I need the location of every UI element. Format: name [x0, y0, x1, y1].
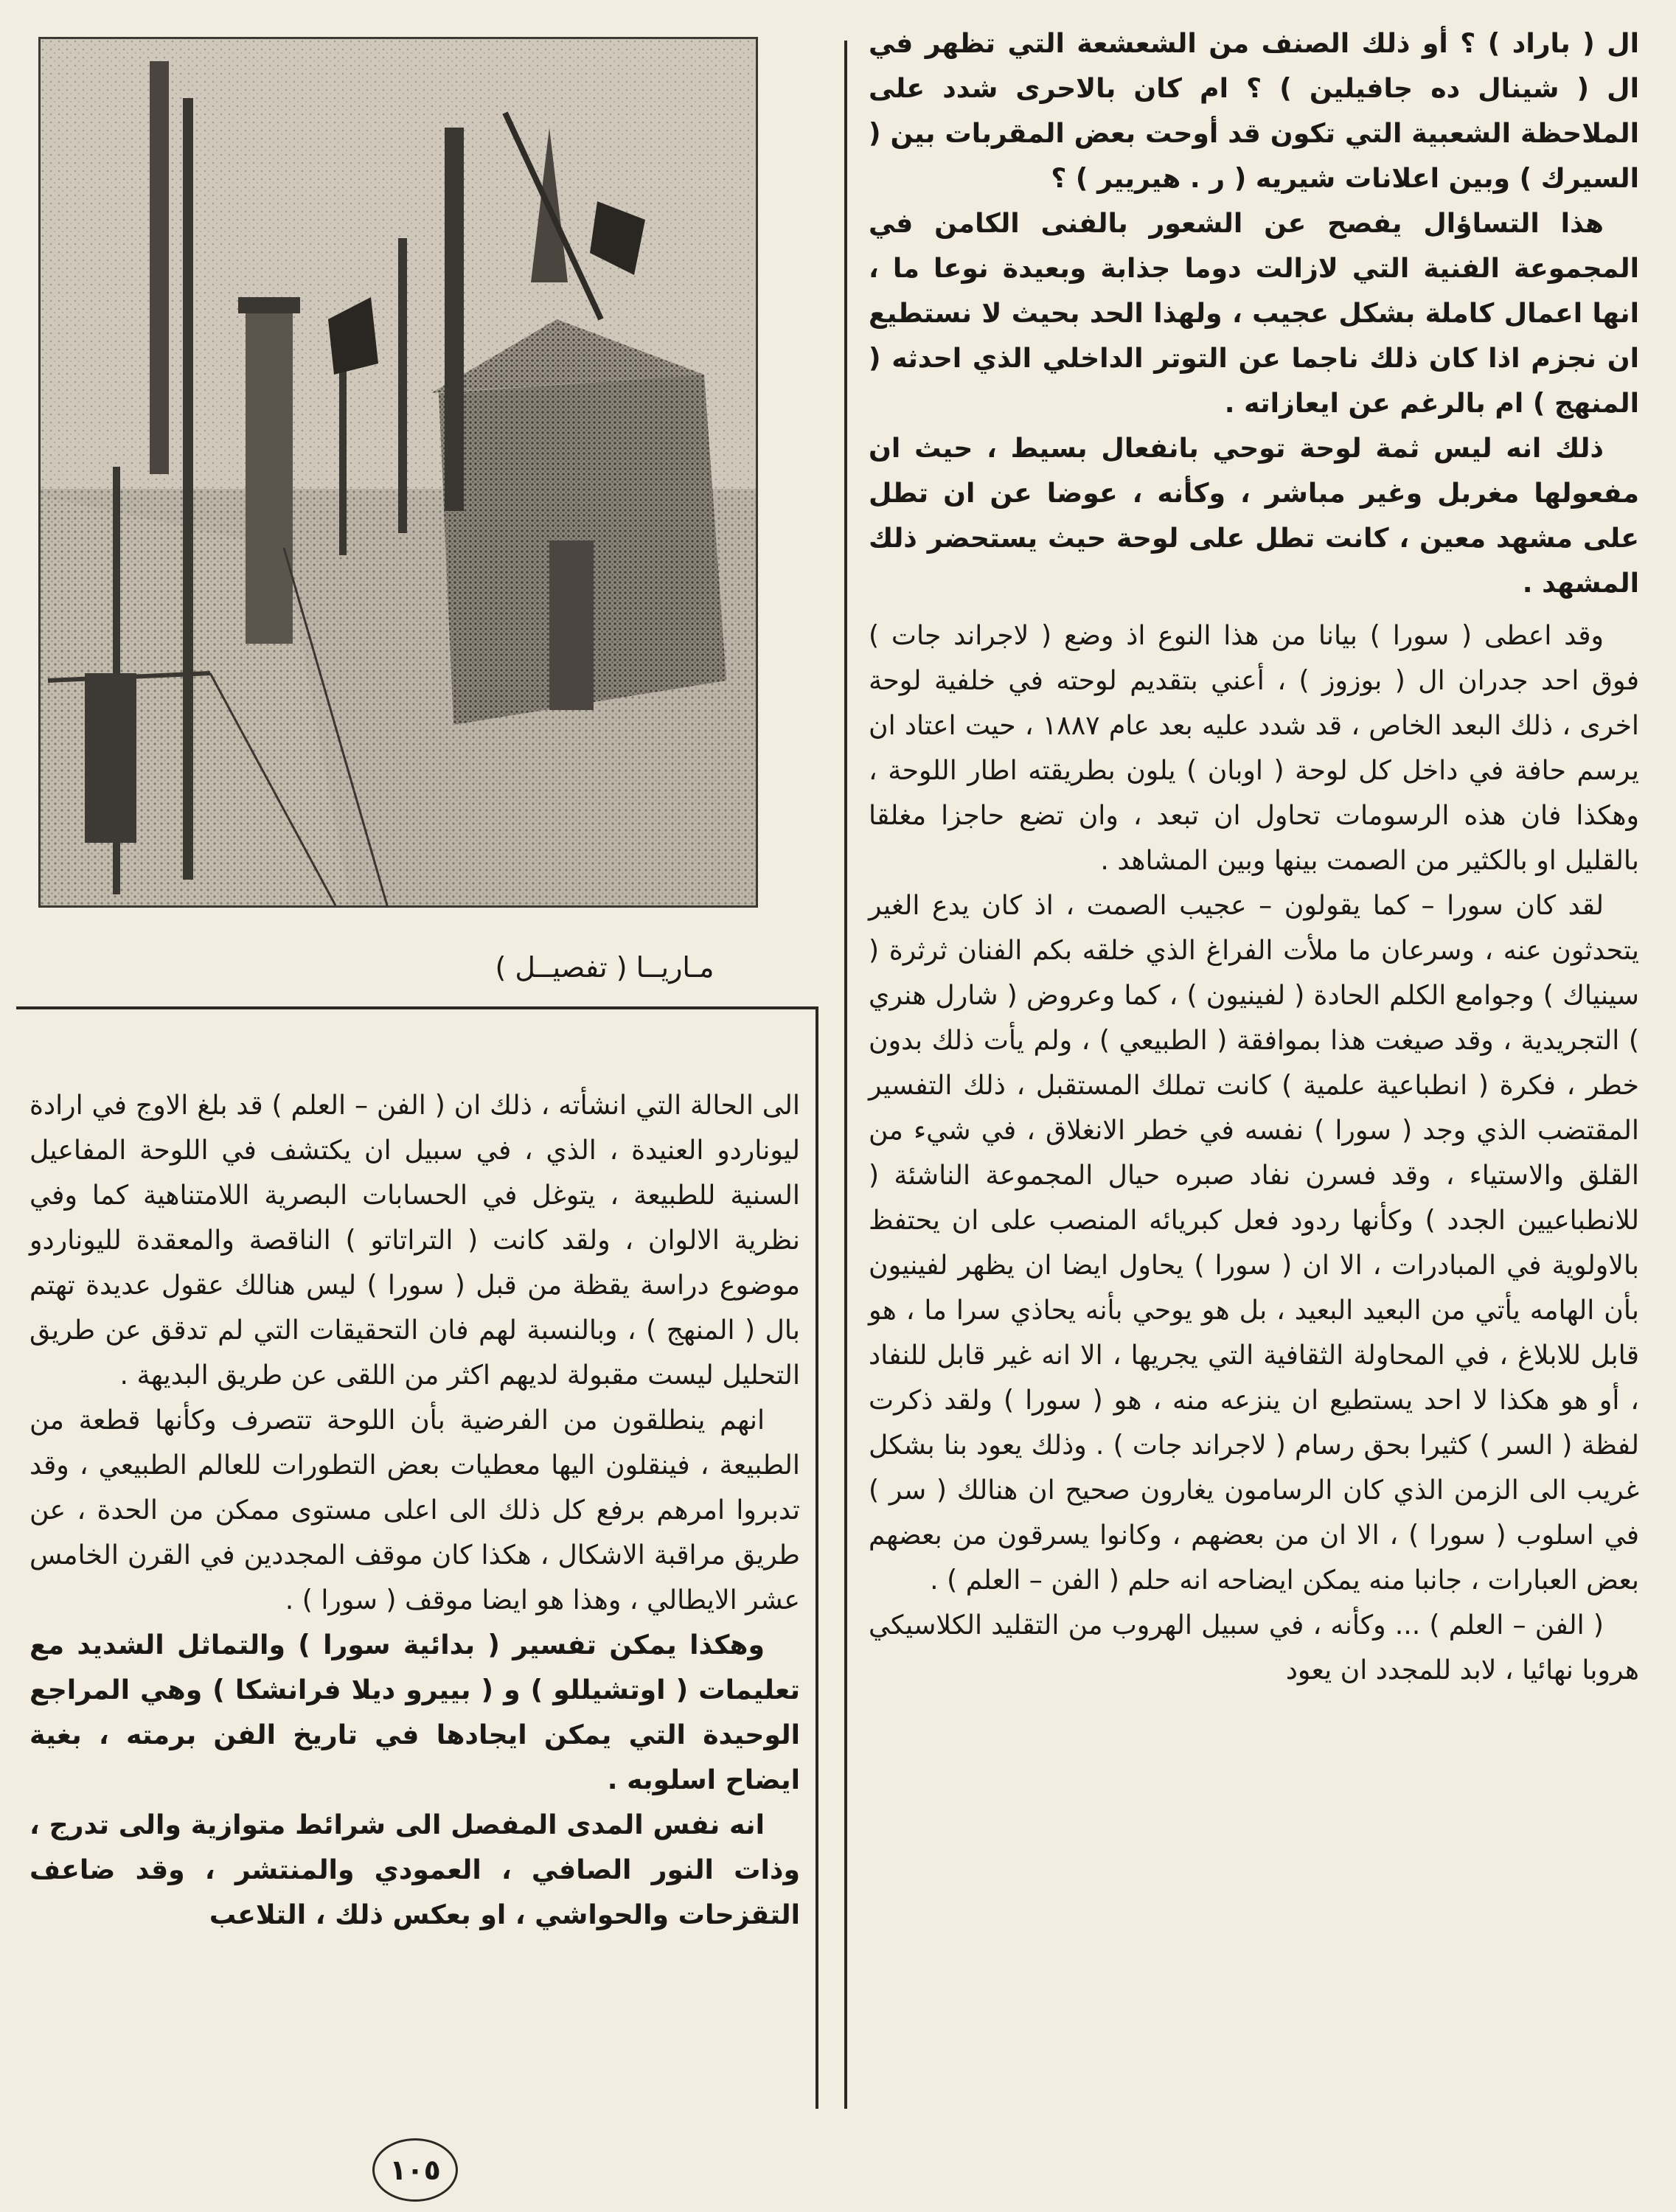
- page-number: ١٠٥: [372, 2138, 458, 2202]
- article-paragraph: انه نفس المدى المفصل الى شرائط متوازية والى تدرج ، وذات النور الصافي ، العمودي والمنتشر ، وقد ضاعف التقزحات والحواشي ، او بعكس ذلك ، التلاعب: [29, 1809, 800, 1930]
- article-paragraph: وقد اعطى ( سورا ) بيانا من هذا النوع اذ وضع ( لاجراند جات ) فوق احد جدران ال ( بوزوز ) ، أعني بتقديم لوحته في خلفية لوحة اخرى ، ذلك البعد الخاص ، قد شدد عليه بعد عام ١٨٨٧ ، حيت اعتاد ان يرسم حافة في داخل كل لوحة ( اوبان ) يلون بطريقته اطار اللوحة ، وهكذا فان هذه الرسومات تحاول ان تبعد ، وان تضع حاجزا مغلقا بالقليل او بالكثير من الصمت بينها وبين المشاهد .: [869, 619, 1639, 876]
- article-right-column: [869, 21, 1639, 1692]
- article-paragraph: الى الحالة التي انشأته ، ذلك ان ( الفن – العلم ) قد بلغ الاوج في ارادة ليوناردو العنيدة ، الذي ، في سبيل ان يكتشف في اللوحة المفاعيل السنية للطبيعة ، يتوغل في الحسابات البصرية اللامتناهية كما وفي نظرية الالوان ، ولقد كانت ( التراتاتو ) الناقصة والمعقدة لليوناردو موضوع دراسة يقظة من قبل ( سورا ) ليس هنالك عقول عديدة تهتم بال ( المنهج ) ، وبالنسبة لهم فان التحقيقات التي لم تدقق عن طريق التحليل ليست مقبولة لديهم اكثر من اللقى عن طريق البديهة .: [29, 1089, 800, 1391]
- column-divider: [844, 41, 847, 2109]
- article-paragraph: ( الفن – العلم ) ... وكأنه ، في سبيل الهروب من التقليد الكلاسيكي هروبا نهائيا ، لابد للمجدد ان يعود: [869, 1609, 1639, 1686]
- painting-reproduction: [38, 37, 758, 908]
- article-paragraph: هذا التساؤال يفصح عن الشعور بالفنى الكامن في المجموعة الفنية التي لازالت دوما جذابة وبعيدة نوعا ما ، انها اعمال كاملة بشكل عجيب ، ولهذا الحد بحيث لا نستطيع ان نجزم اذا كان ذلك ناجما عن التوتر الداخلي الذي احدثه ( المنهج ) ام بالرغم عن ايعازاته .: [869, 207, 1639, 419]
- article-paragraph: ذلك انه ليس ثمة لوحة توحي بانفعال بسيط ، حيث ان مفعولها مغربل وغير مباشر ، وكأنه ، عوضا عن ان تطل على مشهد معين ، كانت تطل على لوحة حيث يستحضر ذلك المشهد .: [869, 432, 1639, 599]
- box-frame-top: [16, 1006, 818, 1009]
- article-paragraph: انهم ينطلقون من الفرضية بأن اللوحة تتصرف وكأنها قطعة من الطبيعة ، فينقلون اليها معطيات بعض التطورات للعالم الطبيعي ، وقد تدبروا امرهم برفع كل ذلك الى اعلى مستوى ممكن من الحدة ، عن طريق مراقبة الاشكال ، هكذا كان موقف المجددين في القرن الخامس عشر الايطالي ، وهذا هو ايضا موقف ( سورا ) .: [29, 1404, 800, 1615]
- article-paragraph: ال ( باراد ) ؟ أو ذلك الصنف من الشعشعة التي تظهر في ال ( شينال ده جافيلين ) ؟ ام كان بالاحرى شدد على الملاحظة الشعبية التي تكون قد أوحت بعض المقربات بين ( السيرك ) وبين اعلانات شيريه ( ر . هيريير ) ؟: [869, 27, 1639, 194]
- article-paragraph: لقد كان سورا – كما يقولون – عجيب الصمت ، اذ كان يدع الغير يتحدثون عنه ، وسرعان ما ملأت الفراغ الذي خلقه بكم الفنان ثرثرة ( سينياك ) وجوامع الكلم الحادة ( لفينيون ) ، كما وعروض ( شارل هنري ) التجريدية ، وقد صيغت هذا بموافقة ( الطبيعي ) ، ولم يأت ذلك بدون خطر ، فكرة ( انطباعية علمية ) كانت تملك المستقبل ، ذلك التفسير المقتضب الذي وجد ( سورا ) نفسه في خطر الانغلاق ، في شيء من القلق والاستياء ، وقد فسرن نفاد صبره حيال المجموعة الناشئة ( للانطباعيين الجدد ) وكأنها ردود فعل كبريائه المنصب على ان يحتفظ بالاولوية في المبادرات ، الا ان ( سورا ) يحاول ايضا ان يظهر لفينيون بأن الهامه يأتي من البعيد البعيد ، بل هو يوحي بأنه يحاذي سرا ما ، هو قابل للابلاغ ، في المحاولة الثقافية التي يجريها ، الا انه غير قابل للنفاد ، أو هو هكذا لا احد يستطيع ان ينزعه منه ، هو ( سورا ) ولقد ذكرت لفظة ( السر ) كثيرا بحق رسام ( لاجراند جات ) . وذلك يعود بنا بشكل غريب الى الزمن الذي كان الرسامون يغارون صحيح ان هنالك ( سر ) في اسلوب ( سورا ) ، الا ان من بعضهم ، وكانوا يسرقون من بعضهم بعض العبارات ، جانبا منه يمكن ايضاحه انه حلم ( الفن – العلم ) .: [869, 889, 1639, 1596]
- article-left-column: [29, 1082, 800, 1937]
- image-caption: مـاريــا ( تفصيــل ): [495, 951, 714, 984]
- pointillist-harbor-scene: [41, 39, 756, 905]
- box-frame-side: [816, 1006, 818, 2109]
- article-paragraph: وهكذا يمكن تفسير ( بدائية سورا ) والتماثل الشديد مع تعليمات ( اوتشيللو ) و ( بييرو ديلا فرانشكا ) وهي المراجع الوحيدة التي يمكن ايجادها في تاريخ الفن برمته ، بغية ايضاح اسلوبه .: [29, 1629, 800, 1795]
